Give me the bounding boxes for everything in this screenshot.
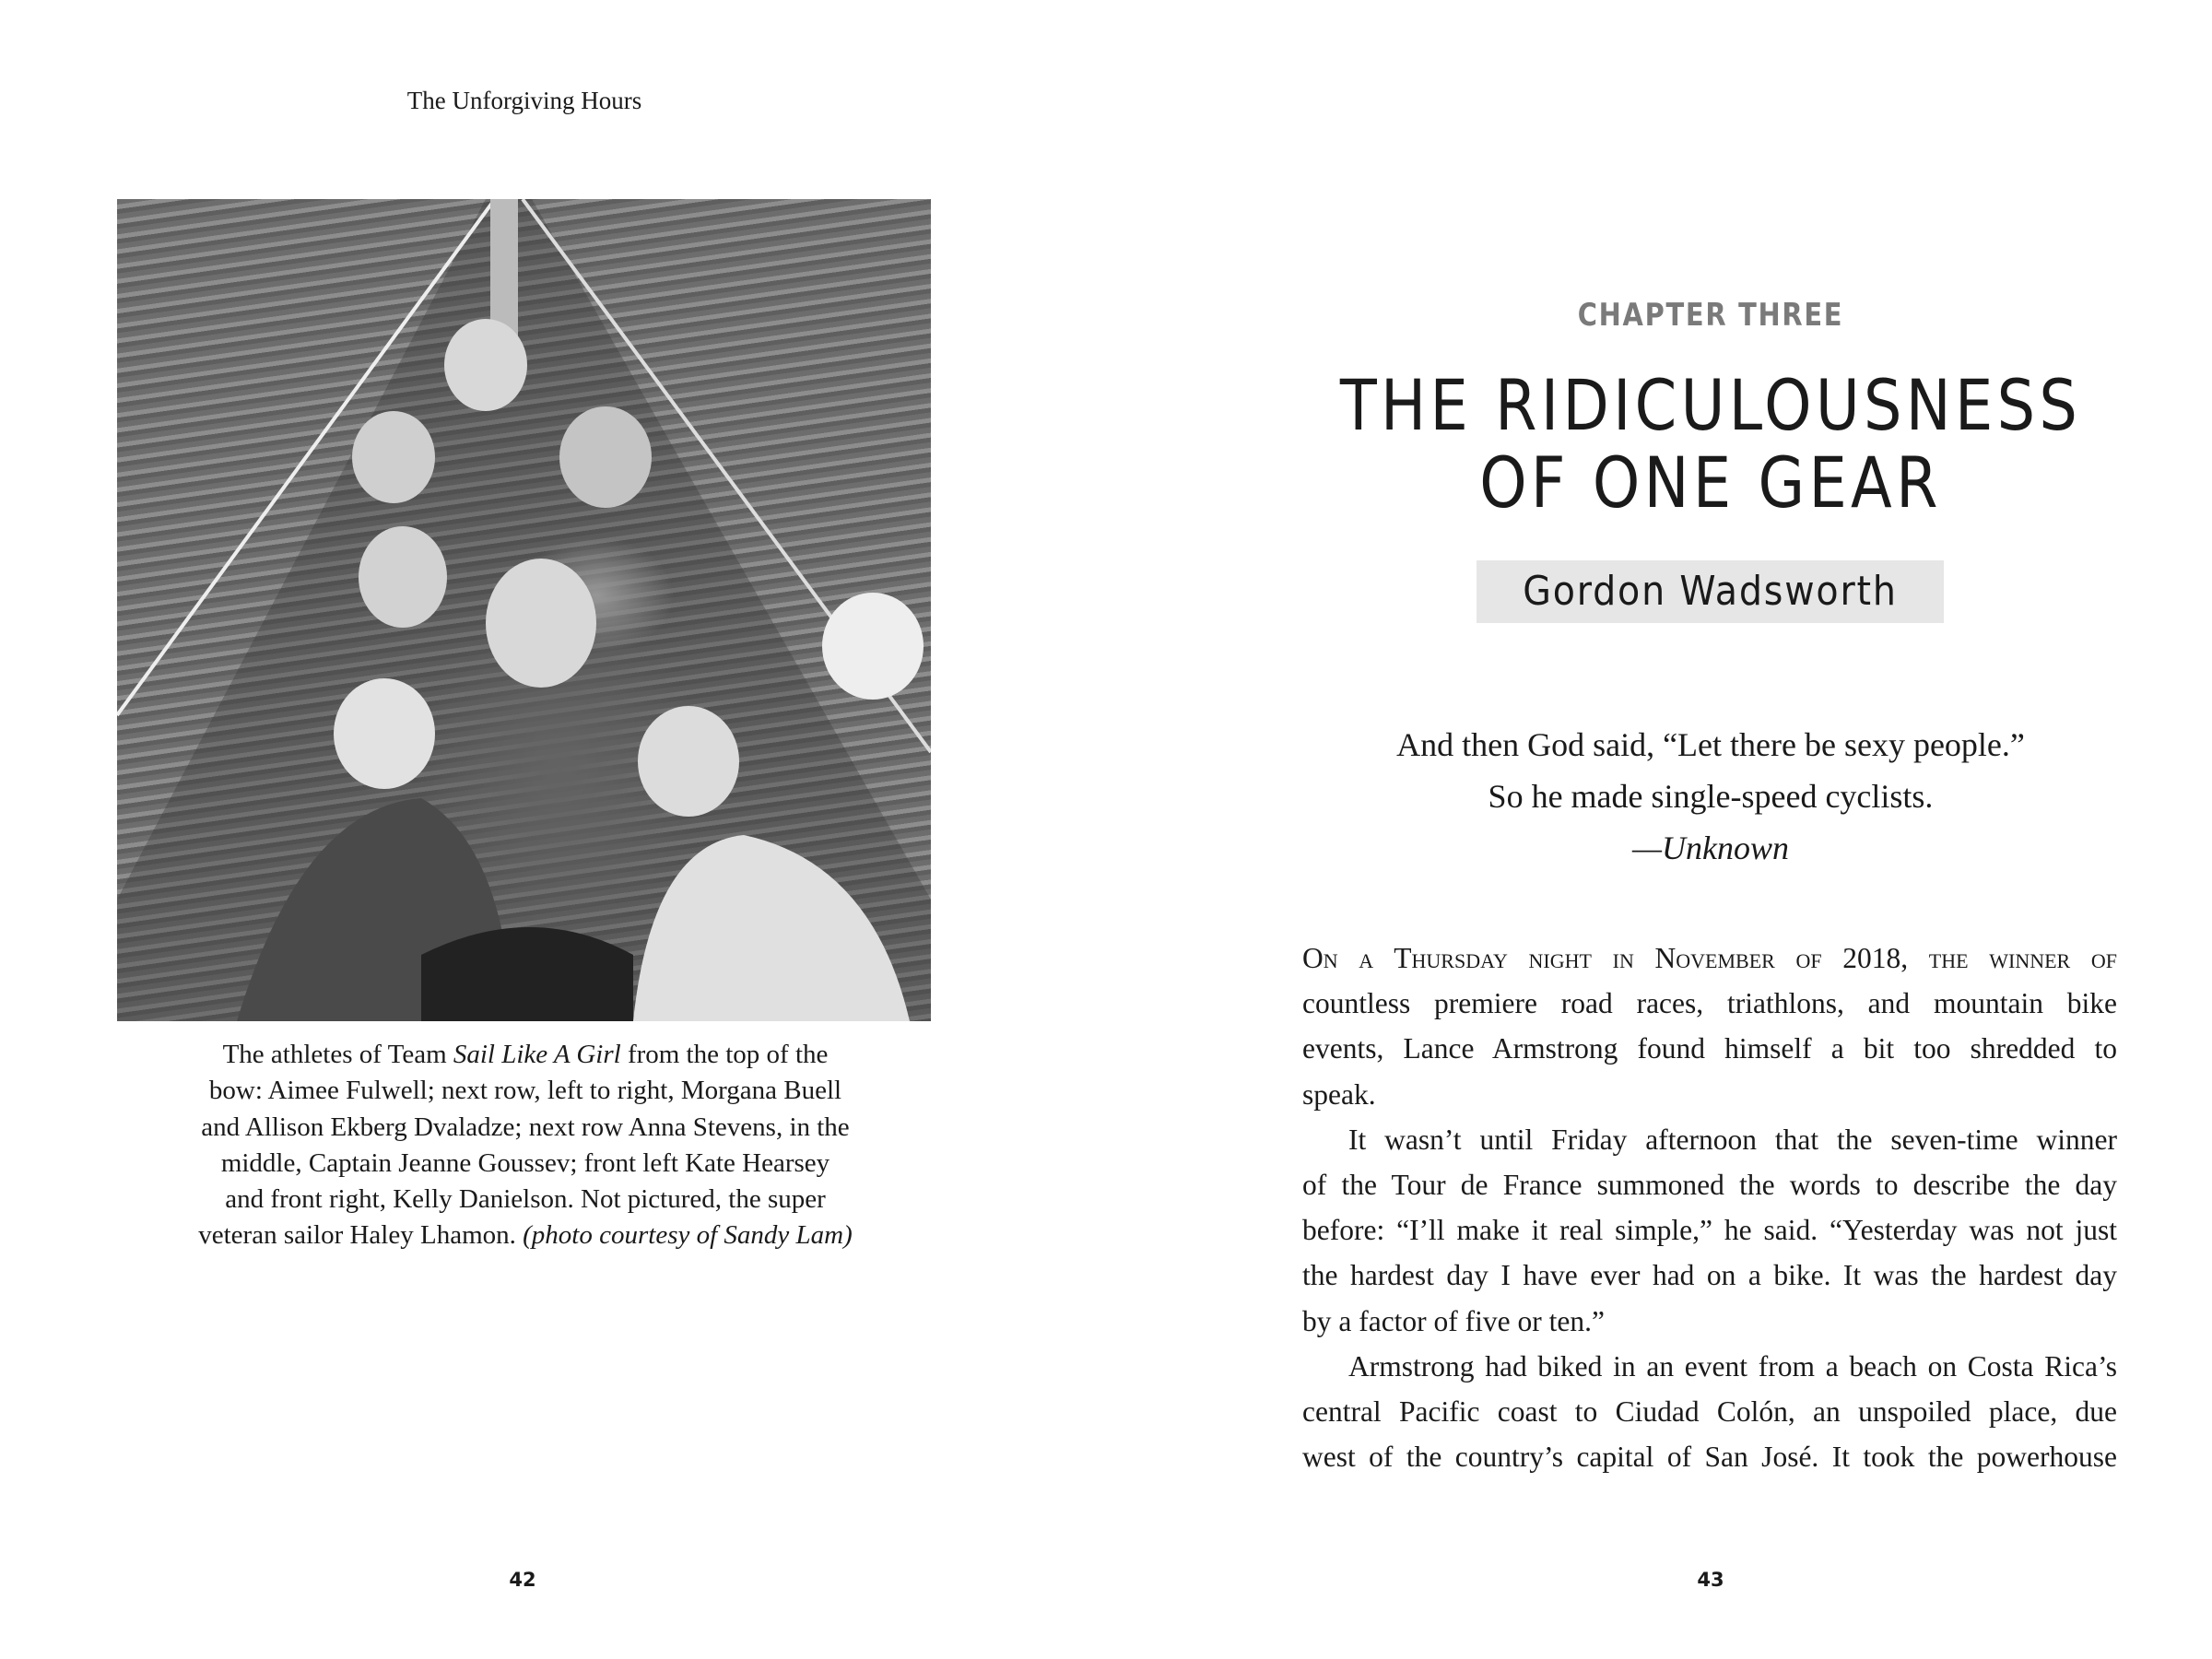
sailing-team-photo <box>117 199 931 1021</box>
chapter-title <box>1314 364 2107 524</box>
body-line: by a factor of five or ten.” <box>1302 1304 1605 1337</box>
caption-line: middle, Captain Jeanne Goussev; front left Kate Hearsey <box>220 1147 830 1178</box>
body-text <box>1302 935 2117 1479</box>
body-line: Armstrong had biked in an event from a beach on Costa Rica’s <box>1348 1349 2117 1382</box>
caption-line: The athletes of Team Sail Like A Girl from the top of the <box>222 1040 829 1069</box>
chapter-label: CHAPTER THREE <box>1577 297 1844 334</box>
chapter-title-line: THE RIDICULOUSNESS <box>1339 364 2082 446</box>
running-head: The Unforgiving Hours <box>406 87 642 114</box>
photo-caption <box>175 1037 876 1254</box>
body-line: central Pacific coast to Ciudad Colón, an unspoiled place, due <box>1302 1395 2117 1429</box>
epigraph-line: And then God said, “Let there be sexy people.” <box>1396 726 2025 763</box>
epigraph-attribution: —Unknown <box>1632 830 1789 866</box>
caption-line: and front right, Kelly Danielson. Not pictured, the super <box>225 1184 826 1215</box>
body-line: speak. <box>1302 1077 1376 1111</box>
body-line: countless premiere road races, triathlons, and mountain bike <box>1302 987 2117 1020</box>
epigraph-line: So he made single-speed cyclists. <box>1488 778 1934 815</box>
photo-credit: (photo courtesy of Sandy Lam) <box>523 1220 853 1251</box>
caption-line: veteran sailor Haley Lhamon. (photo courtesy of Sandy Lam) <box>198 1220 853 1251</box>
photo-illustration <box>117 199 931 1021</box>
author-box <box>1477 560 1944 623</box>
author-name: Gordon Wadsworth <box>1523 568 1898 615</box>
body-line: It wasn’t until Friday afternoon that the seven-time winner <box>1348 1123 2117 1156</box>
caption-line: bow: Aimee Fulwell; next row, left to right, Morgana Buell <box>208 1076 842 1106</box>
body-line: events, Lance Armstrong found himself a bit too shredded to <box>1302 1032 2117 1065</box>
page-number-right: 43 <box>1697 1569 1724 1591</box>
body-line: of the Tour de France summoned the words to describe the day <box>1302 1169 2117 1202</box>
body-line: before: “I’ll make it real simple,” he said. “Yesterday was not just <box>1302 1214 2117 1247</box>
chapter-title-line: OF ONE GEAR <box>1479 441 1942 524</box>
body-line: On a Thursday night in November of 2018, the winner of <box>1302 942 2117 974</box>
caption-line: and Allison Ekberg Dvaladze; next row Anna Stevens, in the <box>201 1112 850 1142</box>
page-number-left: 42 <box>509 1569 536 1591</box>
epigraph <box>1296 719 2125 874</box>
body-line: west of the country’s capital of San José. It took the powerhouse <box>1302 1441 2117 1474</box>
body-line: the hardest day I have ever had on a bike. It was the hardest day <box>1302 1259 2117 1292</box>
